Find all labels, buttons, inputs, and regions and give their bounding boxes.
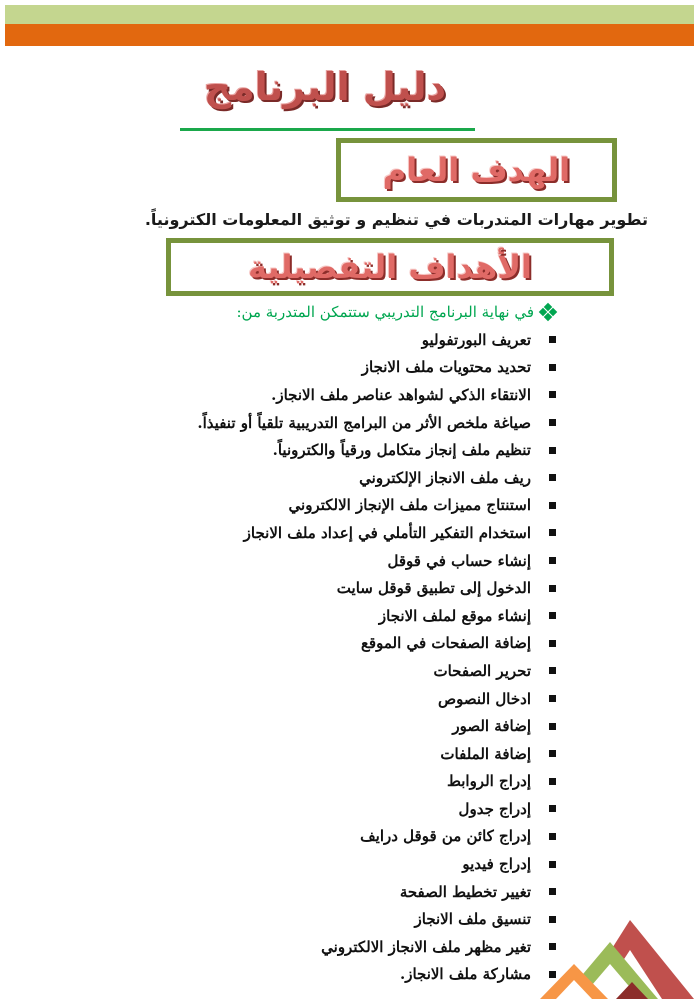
square-bullet-icon [549, 833, 556, 840]
objective-item [36, 740, 556, 768]
objective-text: إنشاء موقع لملف الانجاز [378, 606, 531, 625]
objective-item [36, 933, 556, 961]
objective-text: الدخول إلى تطبيق قوقل سايت [336, 579, 531, 598]
square-bullet-icon [549, 419, 556, 426]
objective-item [36, 492, 556, 520]
objective-text: تغيير تخطيط الصفحة [399, 882, 531, 901]
square-bullet-icon [549, 502, 556, 509]
square-bullet-icon [549, 667, 556, 674]
objectives-list [36, 326, 556, 988]
objective-text: صياغة ملخص الأثر من البرامج التدريبية تلقياً أو تنفيذاً. [197, 413, 531, 432]
objective-text: تعريف البورتفوليو [421, 330, 531, 349]
objective-item [36, 657, 556, 685]
objective-item [36, 712, 556, 740]
square-bullet-icon [549, 447, 556, 454]
square-bullet-icon [549, 391, 556, 398]
objective-item [36, 961, 556, 989]
objective-text: الانتقاء الذكي لشواهد عناصر ملف الانجاز. [271, 385, 531, 404]
objective-item [36, 409, 556, 437]
objective-text: إنشاء حساب في قوقل [387, 551, 531, 570]
objective-text: إضافة الصور [452, 717, 531, 736]
square-bullet-icon [549, 778, 556, 785]
document-title: دليل البرنامج [203, 65, 447, 109]
square-bullet-icon [549, 529, 556, 536]
objective-text: استخدام التفكير التأملي في إعداد ملف الانجاز [243, 523, 531, 542]
objective-text: إدراج كائن من قوقل درايف [360, 827, 531, 846]
objective-item [36, 326, 556, 354]
square-bullet-icon [549, 861, 556, 868]
detailed-goals-box [166, 238, 614, 296]
detailed-goals-heading: الأهداف التفصيلية [248, 248, 532, 286]
objective-text: إدراج جدول [458, 799, 531, 818]
objective-item [36, 464, 556, 492]
square-bullet-icon [549, 805, 556, 812]
objective-item [36, 795, 556, 823]
square-bullet-icon [549, 557, 556, 564]
square-bullet-icon [549, 474, 556, 481]
general-goal-box [336, 138, 617, 202]
general-goal-text: تطوير مهارات المتدربات في تنظيم و توثيق المعلومات الكترونياً. [144, 210, 648, 229]
square-bullet-icon [549, 364, 556, 371]
general-goal-heading: الهدف العام [382, 151, 571, 189]
objective-text: ادخال النصوص [438, 689, 531, 708]
square-bullet-icon [549, 888, 556, 895]
objective-text: تنسيق ملف الانجاز [414, 910, 531, 929]
corner-triangle-decoration [540, 912, 694, 999]
square-bullet-icon [549, 640, 556, 647]
objective-item [36, 574, 556, 602]
objective-text: ريف ملف الانجاز الإلكتروني [359, 468, 531, 487]
intro-text: في نهاية البرنامج التدريبي ستتمكن المتدربة من: [236, 303, 534, 321]
header-stripe-green [5, 5, 694, 24]
objective-text: إدراج الروابط [446, 772, 531, 791]
objective-item [36, 519, 556, 547]
objective-item [36, 850, 556, 878]
objective-item [36, 547, 556, 575]
objective-text: إدراج فيديو [462, 855, 531, 874]
four-diamond-icon [540, 304, 556, 320]
objective-text: إضافة الصفحات في الموقع [360, 634, 531, 653]
objective-text: مشاركة ملف الانجاز. [399, 965, 531, 984]
square-bullet-icon [549, 750, 556, 757]
objective-text: استنتاج مميزات ملف الإنجاز الالكتروني [288, 496, 531, 515]
objective-text: تحديد محتويات ملف الانجاز [361, 358, 531, 377]
objective-item [36, 685, 556, 713]
square-bullet-icon [549, 612, 556, 619]
objective-item [36, 602, 556, 630]
square-bullet-icon [549, 585, 556, 592]
objective-item [36, 905, 556, 933]
detailed-goals-intro [236, 303, 556, 321]
objective-text: تنظيم ملف إنجاز متكامل ورقياً والكترونياً. [272, 441, 531, 460]
header-stripe-orange [5, 24, 694, 46]
objective-item [36, 354, 556, 382]
objective-text: تحرير الصفحات [433, 661, 531, 680]
objective-item [36, 878, 556, 906]
objective-item [36, 630, 556, 658]
objective-item [36, 768, 556, 796]
square-bullet-icon [549, 723, 556, 730]
objective-item [36, 823, 556, 851]
title-underline [180, 128, 475, 131]
objective-text: تغير مظهر ملف الانجاز الالكتروني [321, 937, 531, 956]
objective-item [36, 381, 556, 409]
objective-text: إضافة الملفات [440, 744, 531, 763]
square-bullet-icon [549, 336, 556, 343]
objective-item [36, 436, 556, 464]
square-bullet-icon [549, 695, 556, 702]
